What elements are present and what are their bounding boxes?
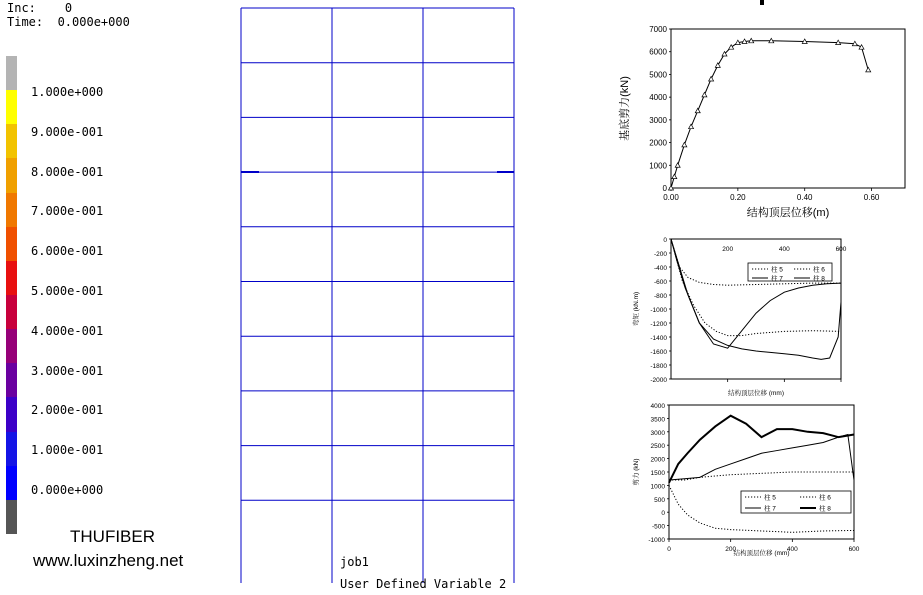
time-value: 0.000e+000 <box>57 15 130 29</box>
plot-area <box>671 29 905 188</box>
x-axis-label: 结构顶层位移 (mm) <box>733 550 790 557</box>
y-tick-label: 3000 <box>650 429 665 437</box>
legend-entry: 柱 8 <box>813 275 825 283</box>
y-axis-label: 剪力 (kN) <box>633 458 640 486</box>
y-tick-label: -1600 <box>650 349 667 356</box>
y-tick-label: 3000 <box>649 115 667 125</box>
x-tick-label: 0.60 <box>863 193 880 202</box>
legend-box <box>741 491 851 513</box>
y-tick-label: 0 <box>663 237 667 244</box>
data-point <box>695 108 700 113</box>
inc-value: 0 <box>64 1 73 15</box>
y-tick-label: 2500 <box>650 443 665 451</box>
y-tick-label: 4000 <box>649 93 667 103</box>
x-tick-label: 0.00 <box>663 193 679 202</box>
y-tick-label: -200 <box>653 251 667 258</box>
legend-entry: 柱 7 <box>764 505 776 513</box>
series-line <box>671 239 841 336</box>
legend-entry: 柱 8 <box>819 505 831 513</box>
series-line <box>669 472 854 480</box>
result-plots-panel <box>608 7 916 591</box>
plot-area <box>669 405 854 539</box>
data-point <box>675 163 680 168</box>
time-label: Time: <box>7 15 44 29</box>
x-tick-label: 400 <box>778 246 790 253</box>
y-tick-label: 7000 <box>649 25 667 34</box>
inc-label: Inc: <box>7 1 36 15</box>
variable-name: User Defined Variable 2 <box>340 577 507 591</box>
chart-2 <box>631 237 847 397</box>
y-tick-label: 6000 <box>649 47 667 57</box>
legend-label: 0.000e+000 <box>31 483 104 497</box>
legend-label: 5.000e-001 <box>31 284 104 298</box>
x-axis-label: 结构顶层位移 (mm) <box>728 390 784 397</box>
y-tick-label: 3500 <box>650 416 665 424</box>
legend-label: 7.000e-001 <box>31 204 104 219</box>
x-tick-label: 400 <box>786 546 798 553</box>
series-line <box>669 416 854 483</box>
y-tick-label: -600 <box>653 279 667 286</box>
series-line <box>671 239 841 348</box>
data-point <box>729 45 734 50</box>
plots-canvas <box>608 7 916 591</box>
brand-url[interactable]: www.luxinzheng.net <box>33 551 184 570</box>
y-tick-label: -1800 <box>650 363 667 370</box>
y-tick-label: 4000 <box>650 403 665 410</box>
y-tick-label: 0 <box>662 184 667 193</box>
legend-entry: 柱 7 <box>771 275 783 283</box>
y-tick-label: 1000 <box>650 483 665 491</box>
series-line <box>671 41 868 188</box>
legend-label: 4.000e-001 <box>31 323 104 338</box>
legend-entry: 柱 6 <box>813 266 825 274</box>
y-tick-label: -1000 <box>648 537 665 544</box>
x-tick-label: 0 <box>667 546 671 553</box>
chart-1 <box>617 25 905 219</box>
data-point <box>866 67 871 72</box>
data-point <box>672 174 677 179</box>
job-name: job1 <box>340 555 369 569</box>
legend-entry: 柱 5 <box>771 266 783 274</box>
divider-mark <box>760 0 764 5</box>
chart-3 <box>631 403 860 557</box>
y-tick-label: 2000 <box>649 138 667 148</box>
y-tick-label: -1200 <box>650 321 667 328</box>
legend-label: 3.000e-001 <box>31 363 104 378</box>
data-point <box>709 76 714 81</box>
series-line <box>669 434 854 480</box>
y-tick-label: 1000 <box>649 161 667 171</box>
y-tick-label: -800 <box>653 293 667 300</box>
y-tick-label: -400 <box>653 265 667 272</box>
data-point <box>682 142 687 147</box>
y-tick-label: -500 <box>651 523 665 531</box>
y-tick-label: 0 <box>661 510 665 518</box>
data-point <box>689 124 694 128</box>
series-line <box>671 239 841 359</box>
x-tick-label: 600 <box>835 246 847 253</box>
y-tick-label: 1500 <box>650 470 665 477</box>
legend-label: 9.000e-001 <box>31 124 104 139</box>
x-tick-label: 0.40 <box>796 193 813 202</box>
x-tick-label: 600 <box>848 546 860 553</box>
data-point <box>859 45 864 50</box>
legend-entry: 柱 6 <box>819 494 831 502</box>
legend-label: 8.000e-001 <box>31 164 104 179</box>
y-tick-label: -2000 <box>650 377 667 384</box>
data-point <box>715 63 720 68</box>
y-tick-label: 5000 <box>649 70 667 80</box>
legend-entry: 柱 5 <box>764 494 776 502</box>
y-tick-label: -1400 <box>650 335 667 342</box>
x-tick-label: 200 <box>722 246 734 253</box>
y-tick-label: 2000 <box>650 456 665 464</box>
legend-label: 6.000e-001 <box>31 244 104 259</box>
x-axis-label: 结构顶层位移(m) <box>746 207 830 219</box>
legend-label: 1.000e-001 <box>31 443 104 458</box>
legend-label: 1.000e+000 <box>31 85 104 99</box>
y-tick-label: 500 <box>654 496 665 504</box>
x-tick-label: 0.20 <box>730 193 746 202</box>
y-axis-label: 基底剪力(kN) <box>619 76 631 141</box>
brand-name: THUFIBER <box>70 527 155 546</box>
data-point <box>702 92 707 97</box>
y-tick-label: -1000 <box>650 307 667 314</box>
legend-label: 2.000e-001 <box>31 403 104 418</box>
y-axis-label: 弯矩 (kN.m) <box>633 291 640 327</box>
x-tick-label: 200 <box>725 546 737 553</box>
